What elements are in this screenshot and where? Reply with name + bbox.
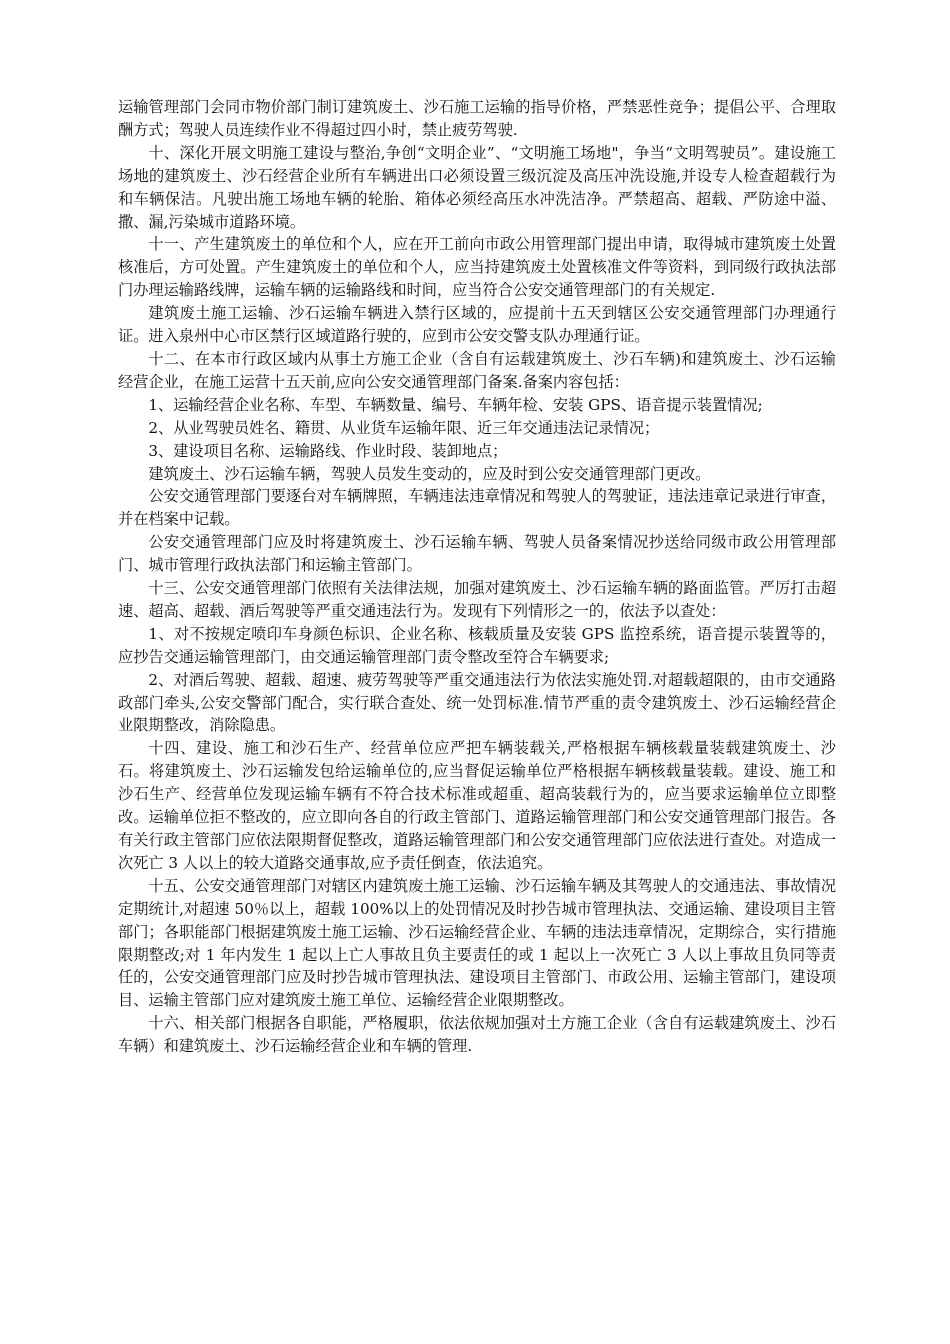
paragraph-article-13-item-2: 2、对酒后驾驶、超载、超速、疲劳驾驶等严重交通违法行为依法实施处罚.对超载超限的，由市交通路政部门牵头,公安交警部门配合，实行联合查处、统一处罚标准.情节严重的责令建筑废土、沙石运输经营企业限期整改，消除隐患。 bbox=[118, 670, 836, 735]
document-page bbox=[118, 96, 836, 1058]
paragraph-article-12-change: 建筑废土、沙石运输车辆，驾驶人员发生变动的，应及时到公安交通管理部门更改。 bbox=[148, 464, 711, 483]
paragraph-article-11: 十一、产生建筑废土的单位和个人，应在开工前向市政公用管理部门提出申请，取得城市建筑废土处置核准后，方可处置。产生建筑废土的单位和个人，应当持建筑废土处置核准文件等资料，到同级行政执法部门办理运输路线牌，运输车辆的运输路线和时间，应当符合公安交通管理部门的有关规定. bbox=[118, 235, 836, 300]
paragraph-article-11-restricted-area: 建筑废土施工运输、沙石运输车辆进入禁行区域的，应提前十五天到辖区公安交通管理部门办理通行证。进入泉州中心市区禁行区域道路行驶的，应到市公安交警支队办理通行证。 bbox=[118, 304, 836, 346]
paragraph-article-10: 十、深化开展文明施工建设与整治,争创“文明企业”、“文明施工场地"，争当“文明驾驶员”。建设施工场地的建筑废土、沙石经营企业所有车辆进出口必须设置三级沉淀及高压冲洗设施,并设专人检查超载行为和车辆保洁。凡驶出施工场地车辆的轮胎、箱体必须经高压水冲洗洁净。严禁超高、超载、严防途中溢、撒、漏,污染城市道路环境。 bbox=[118, 143, 836, 231]
paragraph-article-15: 十五、公安交通管理部门对辖区内建筑废土施工运输、沙石运输车辆及其驾驶人的交通违法、事故情况定期统计,对超速 50％以上，超载 100%以上的处罚情况及时抄告城市管理执法、交通运输、建设项目主管部门；各职能部门根据建筑废土施工运输、沙石运输经营企业、车辆的违法违章情况，定期综合，实行措施限期整改;对 1 年内发生 1 起以上亡人事故且负主要责任的或 1 起以上一次死亡 3 人以上事故且负同等责任的，公安交通管理部门应及时抄告城市管理执法、建设项目主管部门、市政公用、运输主管部门，建设项目、运输主管部门应对建筑废土施工单位、运输经营企业限期整改。 bbox=[118, 876, 836, 1010]
paragraph-article-16: 十六、相关部门根据各自职能，严格履职，依法依规加强对土方施工企业（含自有运载建筑废土、沙石车辆）和建筑废土、沙石运输经营企业和车辆的管理. bbox=[118, 1014, 836, 1056]
paragraph-article-12-item-3: 3、建设项目名称、运输路线、作业时段、装卸地点； bbox=[148, 441, 508, 460]
paragraph-article-12: 十二、在本市行政区域内从事土方施工企业（含自有运载建筑废土、沙石车辆)和建筑废土、沙石运输经营企业，在施工运营十五天前,应向公安交通管理部门备案.备案内容包括： bbox=[118, 349, 836, 391]
paragraph-article-12-copy: 公安交通管理部门应及时将建筑废土、沙石运输车辆、驾驶人员备案情况抄送给同级市政公用管理部门、城市管理行政执法部门和运输主管部门。 bbox=[118, 533, 836, 575]
paragraph-article-13: 十三、公安交通管理部门依照有关法律法规，加强对建筑废土、沙石运输车辆的路面监管。严厉打击超速、超高、超载、酒后驾驶等严重交通违法行为。发现有下列情形之一的，依法予以查处： bbox=[118, 579, 836, 620]
paragraph-article-14: 十四、建设、施工和沙石生产、经营单位应严把车辆装载关,严格根据车辆核载量装载建筑废土、沙石。将建筑废土、沙石运输发包给运输单位的,应当督促运输单位严格根据车辆核载量装载。建设、施工和沙石生产、经营单位发现运输车辆有不符合技术标准或超重、超高装载行为的，应当要求运输单位立即整改。运输单位拒不整改的，应立即向各自的行政主管部门、道路运输管理部门和公安交通管理部门报告。各有关行政主管部门应依法限期督促整改，道路运输管理部门和公安交通管理部门应依法进行查处。对造成一次死亡 3 人以上的较大道路交通事故,应予责任倒查，依法追究。 bbox=[118, 739, 836, 872]
paragraph-continuation: 运输管理部门会同市物价部门制订建筑废土、沙石施工运输的指导价格，严禁恶性竞争；提倡公平、合理取酬方式；驾驶人员连续作业不得超过四小时，禁止疲劳驾驶. bbox=[118, 98, 836, 139]
paragraph-article-12-review: 公安交通管理部门要逐台对车辆牌照，车辆违法违章情况和驾驶人的驾驶证，违法违章记录进行审查，并在档案中记载。 bbox=[118, 487, 836, 529]
paragraph-article-13-item-1: 1、对不按规定喷印车身颜色标识、企业名称、核载质量及安装 GPS 监控系统，语音提示装置等的，应抄告交通运输管理部门，由交通运输管理部门责令整改至符合车辆要求; bbox=[118, 624, 836, 666]
paragraph-article-12-item-2: 2、从业驾驶员姓名、籍贯、从业货车运输年限、近三年交通违法记录情况； bbox=[148, 418, 660, 437]
paragraph-article-12-item-1: 1、运输经营企业名称、车型、车辆数量、编号、车辆年检、安装 GPS、语音提示装置情况; bbox=[148, 395, 763, 414]
